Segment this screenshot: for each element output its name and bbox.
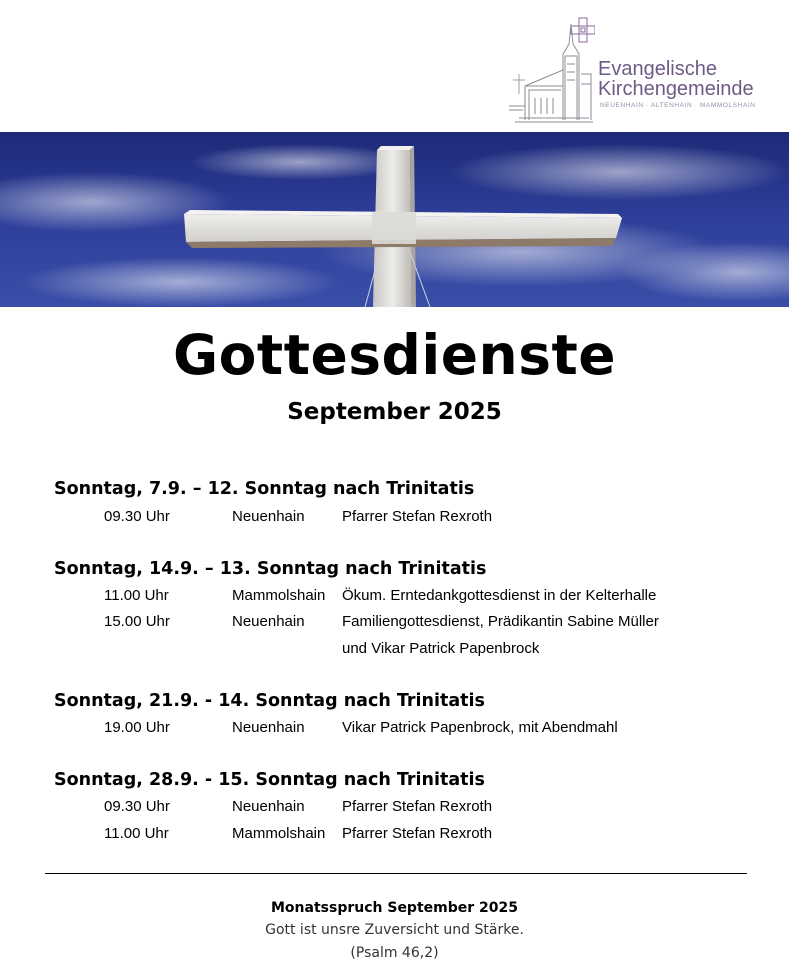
- service-time: 09.30 Uhr: [104, 798, 170, 815]
- logo-places: NEUENHAIN · ALTENHAIN · MAMMOLSHAIN: [600, 102, 756, 109]
- service-time: 19.00 Uhr: [104, 719, 170, 736]
- service-description: Pfarrer Stefan Rexroth: [342, 825, 493, 842]
- service-description: Pfarrer Stefan Rexroth: [342, 508, 493, 525]
- service-place: Neuenhain: [232, 613, 305, 630]
- service-place: Mammolshain: [232, 825, 326, 842]
- sunday-heading: Sonntag, 14.9. – 13. Sonntag nach Trinitatis: [54, 559, 487, 579]
- cross-sky-banner: [0, 132, 789, 307]
- service-place: Mammolshain: [232, 587, 326, 604]
- monthly-verse-reference: (Psalm 46,2): [350, 945, 439, 961]
- service-description: Ökum. Erntedankgottesdienst in der Kelterhalle: [342, 587, 657, 604]
- page-subtitle: September 2025: [287, 399, 502, 425]
- service-description: Pfarrer Stefan Rexroth: [342, 798, 493, 815]
- sunday-heading: Sonntag, 21.9. - 14. Sonntag nach Trinitatis: [54, 691, 485, 711]
- monthly-verse-title: Monatsspruch September 2025: [271, 900, 518, 916]
- service-description-continued: und Vikar Patrick Papenbrock: [342, 640, 540, 657]
- service-time: 11.00 Uhr: [104, 587, 169, 604]
- cross-sky-image: [0, 132, 789, 307]
- church-logo: [505, 14, 780, 126]
- sunday-heading: Sonntag, 28.9. - 15. Sonntag nach Trinitatis: [54, 770, 485, 790]
- service-place: Neuenhain: [232, 798, 305, 815]
- divider: [45, 873, 747, 874]
- service-time: 11.00 Uhr: [104, 825, 169, 842]
- church-building-icon: [505, 14, 595, 126]
- logo-line-1: Evangelische: [598, 58, 717, 80]
- service-place: Neuenhain: [232, 719, 305, 736]
- service-description: Vikar Patrick Papenbrock, mit Abendmahl: [342, 719, 618, 736]
- service-time: 09.30 Uhr: [104, 508, 170, 525]
- service-description: Familiengottesdienst, Prädikantin Sabine Müller: [342, 613, 659, 630]
- page-title: Gottesdienste: [172, 323, 617, 387]
- logo-line-2: Kirchengemeinde: [598, 78, 754, 100]
- sunday-heading: Sonntag, 7.9. – 12. Sonntag nach Trinitatis: [54, 479, 475, 499]
- service-place: Neuenhain: [232, 508, 305, 525]
- service-time: 15.00 Uhr: [104, 613, 170, 630]
- monthly-verse-text: Gott ist unsre Zuversicht und Stärke.: [265, 922, 524, 938]
